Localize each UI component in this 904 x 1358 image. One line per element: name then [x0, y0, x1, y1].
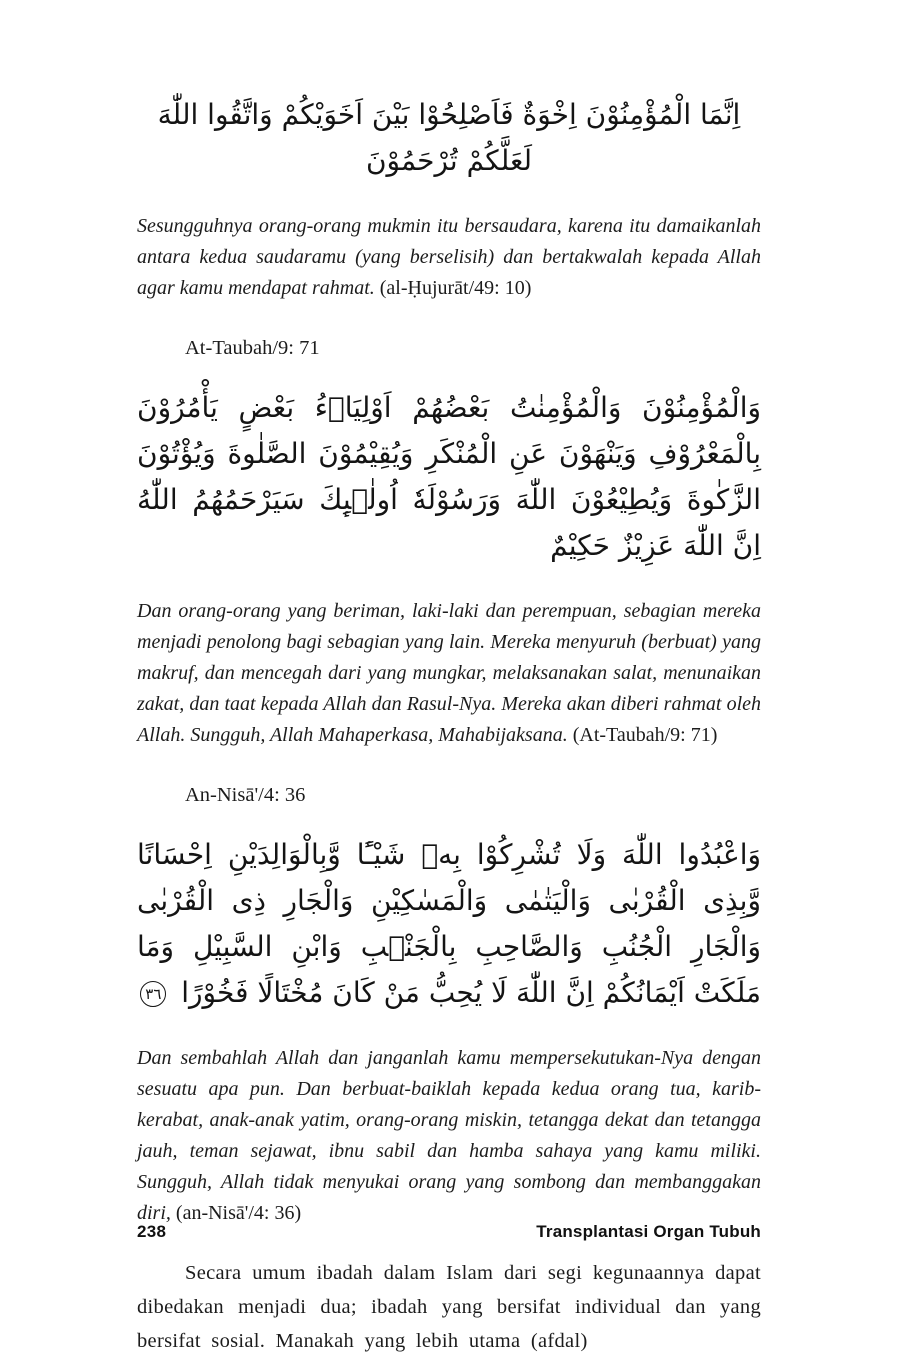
quran-verse-al-hujurat: اِنَّمَا الْمُؤْمِنُوْنَ اِخْوَةٌ فَاَصْلِحُوْا بَيْنَ اَخَوَيْكُمْ وَاتَّقُوا اللّٰهَ لَعَلَّكُمْ تُرْحَمُوْنَ: [157, 98, 741, 177]
verse-reference-an-nisa: (an-Nisā'/4: 36): [170, 1202, 302, 1224]
running-title: Transplantasi Organ Tubuh: [536, 1222, 761, 1241]
translation-at-taubah: [137, 596, 761, 751]
page-content: [137, 0, 761, 1358]
page-number: 238: [137, 1222, 167, 1241]
translation-text-at-taubah: Dan orang-orang yang beriman, laki-laki dan perempuan, sebagian mereka menjadi penolong bagi sebagian yang lain. Mereka menyuruh (berbuat) yang makruf, dan mencegah dari yang mungkar, melaksanakan salat, menunaikan zakat, dan taat kepada Allah dan Rasul-Nya. Mereka akan diberi rahmat oleh Allah. Sungguh, Allah Mahaperkasa, Mahabijaksana.: [137, 600, 761, 746]
translation-al-hujurat: [137, 211, 761, 304]
quran-verse-an-nisa: [137, 832, 761, 1016]
heading-at-taubah: At-Taubah/9: 71: [185, 337, 320, 359]
heading-an-nisa: An-Nisā'/4: 36: [185, 784, 306, 806]
translation-an-nisa: [137, 1043, 761, 1229]
verse-reference-at-taubah: (At-Taubah/9: 71): [567, 724, 718, 746]
quran-verse-at-taubah: وَالْمُؤْمِنُوْنَ وَالْمُؤْمِنٰتُ بَعْضُهُمْ اَوْلِيَاۤءُ بَعْضٍ يَأْمُرُوْنَ بِالْمَعْرُوْفِ وَيَنْهَوْنَ عَنِ الْمُنْكَرِ وَيُقِيْمُوْنَ الصَّلٰوةَ وَيُؤْتُوْنَ الزَّكٰوةَ وَيُطِيْعُوْنَ اللّٰهَ وَرَسُوْلَهٗ اُولٰۤىِٕكَ سَيَرْحَمُهُمُ اللّٰهُ اِنَّ اللّٰهَ عَزِيْزٌ حَكِيْمٌ: [137, 391, 761, 562]
verse-reference-al-hujurat: (al-Ḥujurāt/49: 10): [374, 277, 532, 299]
ayah-number-marker: ٣٦: [140, 981, 166, 1007]
page-footer: [137, 1222, 761, 1242]
quran-verse-an-nisa-text: وَاعْبُدُوا اللّٰهَ وَلَا تُشْرِكُوْا بِهٖ شَيْـًٔا وَّبِالْوَالِدَيْنِ اِحْسَانًا وَّبِذِى الْقُرْبٰى وَالْيَتٰمٰى وَالْمَسٰكِيْنِ وَالْجَارِ ذِى الْقُرْبٰى وَالْجَارِ الْجُنُبِ وَالصَّاحِبِ بِالْجَنْۢبِ وَابْنِ السَّبِيْلِ وَمَا مَلَكَتْ اَيْمَانُكُمْ اِنَّ اللّٰهَ لَا يُحِبُّ مَنْ كَانَ مُخْتَالًا فَخُوْرًا: [137, 838, 761, 1009]
closing-paragraph: Secara umum ibadah dalam Islam dari segi kegunaannya dapat dibedakan menjadi dua; ibadah yang bersifat individual dan yang bersifat sosial. Manakah yang lebih utama (afdal): [137, 1262, 761, 1352]
translation-text-al-hujurat: Sesungguhnya orang-orang mukmin itu bersaudara, karena itu damaikanlah antara kedua saudaramu (yang berselisih) dan bertakwalah kepada Allah agar kamu mendapat rahmat.: [137, 215, 761, 299]
translation-text-an-nisa: Dan sembahlah Allah dan janganlah kamu mempersekutukan-Nya dengan sesuatu apa pun. Dan berbuat-baiklah kepada kedua orang tua, karib-kerabat, anak-anak yatim, orang-orang miskin, tetangga dekat dan tetangga jauh, teman sejawat, ibnu sabil dan hamba sahaya yang kamu miliki. Sungguh, Allah tidak menyukai orang yang sombong dan membanggakan diri,: [137, 1047, 761, 1224]
